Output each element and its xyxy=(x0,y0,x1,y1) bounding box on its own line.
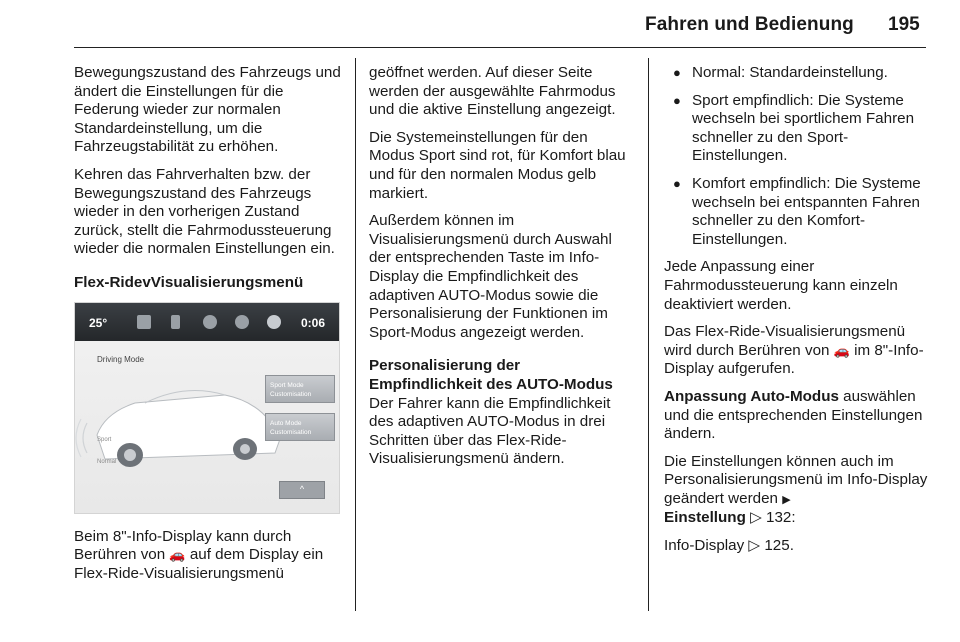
paragraph: Anpassung Auto-Modus auswählen und die entsprechenden Einstellungen ändern. xyxy=(664,387,923,443)
menu-item-reference: Einstellung xyxy=(664,509,746,527)
flexride-icon xyxy=(267,315,281,329)
flexride-car-icon: 🚗 xyxy=(169,547,186,563)
clock-readout: 0:06 xyxy=(300,315,325,330)
auto-mode-customisation-button[interactable]: Auto Mode Customisation xyxy=(265,413,335,441)
header-rule xyxy=(74,47,926,48)
bullet-icon: ● xyxy=(673,65,681,80)
phone-icon xyxy=(171,315,180,329)
paragraph: Der Fahrer kann die Empfindlichkeit des adaptiven AUTO-Modus in drei Schritten über das Flex-Ride-Visualisierungsmenü ändern. xyxy=(369,394,611,468)
navigation-icon xyxy=(203,315,217,329)
paragraph: Kehren das Fahrverhalten bzw. der Bewegungszustand des Fahrzeugs wieder in den vorherigen Zustand zurück, stellt die Fahrmodussteuerung wieder die normalen Einstellungen ein. xyxy=(74,165,335,258)
page-reference-icon: ▷ xyxy=(748,537,761,555)
paragraph: Die Systemeinstellungen für den Modus Sport sind rot, für Komfort blau und für den normalen Modus gelb markiert. xyxy=(369,128,626,202)
info-display-screenshot xyxy=(74,302,340,514)
paragraph: Info-Display ▷ 125. xyxy=(664,537,794,555)
temperature-readout: 25° xyxy=(89,315,108,330)
bullet-icon: ● xyxy=(673,175,681,191)
column-divider-2 xyxy=(648,58,649,611)
mode-label-sport: Sport xyxy=(97,436,112,443)
driving-mode-title: Driving Mode xyxy=(97,354,145,364)
list-item: ● Komfort empfindlich: Die Systeme wechseln bei entspannten Fahren schneller zu den Komfort-Einstellungen. xyxy=(673,174,921,248)
page-reference[interactable]: 132 xyxy=(766,509,792,527)
sport-mode-customisation-button[interactable]: Sport Mode Customisation xyxy=(265,375,335,403)
menu-item-reference: Anpassung Auto-Modus xyxy=(664,387,839,405)
mode-label-normal: Normal xyxy=(97,458,117,465)
sensitivity-list xyxy=(664,64,928,249)
column-divider-1 xyxy=(355,58,356,611)
paragraph: Bewegungszustand des Fahrzeugs und ändert die Einstellungen für die Federung wieder zur normalen Standardeinstellung, um die Fahrzeugstabilität zu erhöhen. xyxy=(74,64,341,156)
section-heading: Personalisierung der Empfindlichkeit des AUTO-Modus xyxy=(369,357,613,393)
column-1 xyxy=(74,64,346,592)
page-reference[interactable]: 125 xyxy=(764,537,790,555)
menu-arrow-icon: ▶ xyxy=(782,493,791,506)
list-item: ● Normal: Standardeinstellung. xyxy=(673,64,888,81)
page-header-title: Fahren und Bedienung xyxy=(645,14,854,35)
page-number: 195 xyxy=(888,14,920,35)
settings-icon xyxy=(235,315,249,329)
paragraph: Die Einstellungen können auch im Personalisierungsmenü im Info-Display geändert werden ▶ Einstellung ▷ 132: xyxy=(664,452,928,527)
paragraph: Jede Anpassung einer Fahrmodussteuerung kann einzeln deaktiviert werden. xyxy=(664,258,898,313)
page-reference-icon: ▷ xyxy=(750,509,762,527)
scroll-up-button[interactable]: ^ xyxy=(279,481,325,499)
flexride-car-icon: 🚗 xyxy=(833,342,850,358)
paragraph: Beim 8"-Info-Display kann durch Berühren von 🚗 auf dem Display ein Flex-Ride-Visualisierungsmenü xyxy=(74,527,324,582)
list-item: ● Sport empfindlich: Die Systeme wechseln bei sportlichem Fahren schneller zu den Sport-Einstellungen. xyxy=(673,91,915,165)
column-2 xyxy=(369,64,637,478)
paragraph: geöffnet werden. Auf dieser Seite werden der ausgewählte Fahrmodus und die aktive Einstellung angezeigt. xyxy=(369,64,616,119)
audio-icon xyxy=(137,315,151,329)
column-3 xyxy=(664,64,928,565)
paragraph: Außerdem können im Visualisierungsmenü durch Auswahl der entsprechenden Taste im Info-Display die Empfindlichkeit des adaptiven AUTO-Modus sowie die Personalisierung der Funktionen im Sport-Modus angezeigt werden. xyxy=(369,212,612,341)
bullet-icon: ● xyxy=(673,92,681,108)
paragraph: Das Flex-Ride-Visualisierungsmenü wird durch Berühren von 🚗 im 8"-Info-Display aufgerufen. xyxy=(664,323,924,378)
section-heading: Flex-RidevVisualisierungsmenü xyxy=(74,273,304,291)
